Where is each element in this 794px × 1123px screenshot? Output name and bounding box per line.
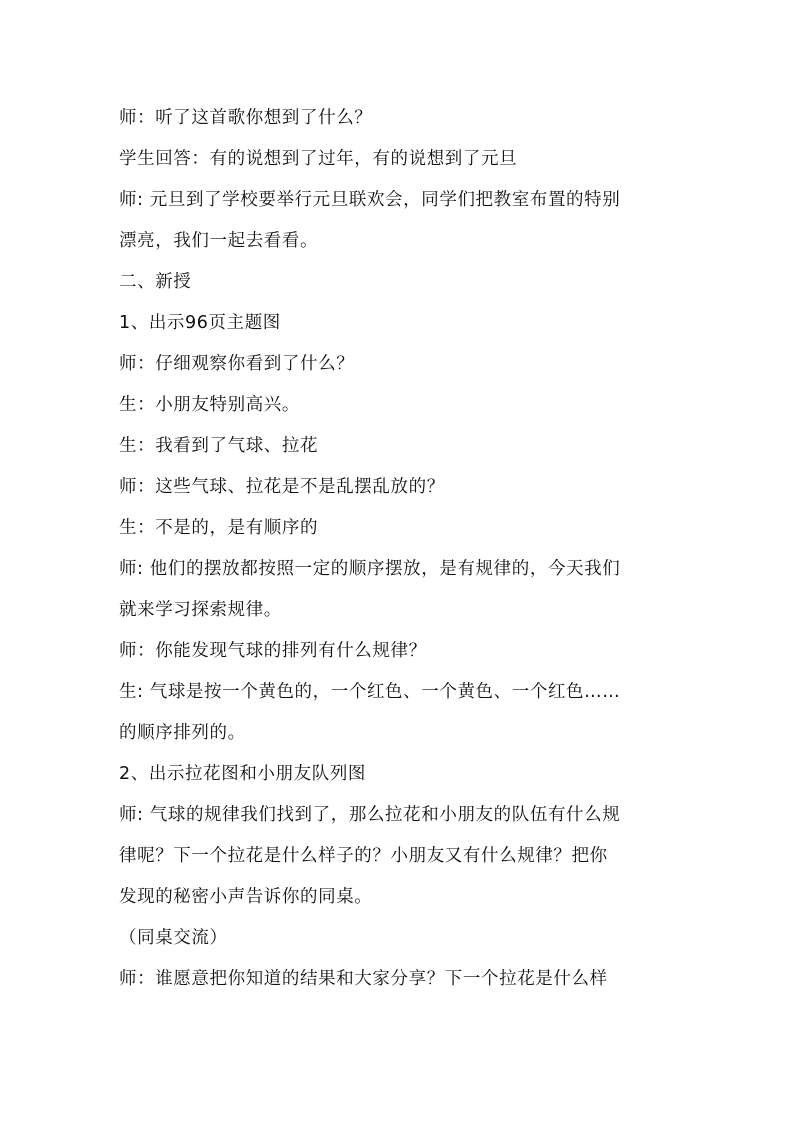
text-line: 漂亮，我们一起去看看。 [119,231,319,251]
text-line: 学生回答：有的说想到了过年，有的说想到了元旦 [119,149,518,169]
text-line: 律呢？下一个拉花是什么样子的？小朋友又有什么规律？把你 [119,846,608,866]
text-line: 师：仔细观察你看到了什么？ [119,354,355,374]
text-line: 生：小朋友特别高兴。 [119,395,300,415]
document-body [119,98,681,1000]
text-line: 师：你能发现气球的排列有什么规律？ [119,641,427,661]
text-line: 2、出示拉花图和小朋友队列图 [119,764,367,784]
text-line: 师: 元旦到了学校要举行元旦联欢会，同学们把教室布置的特别 [119,190,621,210]
text-line: 就来学习探索规律。 [119,600,282,620]
text-line: 师: 气球的规律我们找到了，那么拉花和小朋友的队伍有什么规 [119,805,621,825]
text-line: （同桌交流） [119,928,228,948]
text-line: 的顺序排列的。 [119,723,246,743]
text-line: 生: 气球是按一个黄色的，一个红色、一个黄色、一个红色…… [119,682,621,702]
text-line: 发现的秘密小声告诉你的同桌。 [119,887,373,907]
text-line: 师：听了这首歌你想到了什么？ [119,108,373,128]
text-line: 1、出示96页主题图 [119,313,281,333]
text-line: 师：谁愿意把你知道的结果和大家分享？下一个拉花是什么样 [119,969,608,989]
text-line: 师：这些气球、拉花是不是乱摆乱放的？ [119,477,445,497]
text-line: 生：不是的，是有顺序的 [119,518,319,538]
text-line: 生：我看到了气球、拉花 [119,436,319,456]
section-heading: 二、新授 [119,272,192,292]
text-line: 师: 他们的摆放都按照一定的顺序摆放，是有规律的，今天我们 [119,559,621,579]
